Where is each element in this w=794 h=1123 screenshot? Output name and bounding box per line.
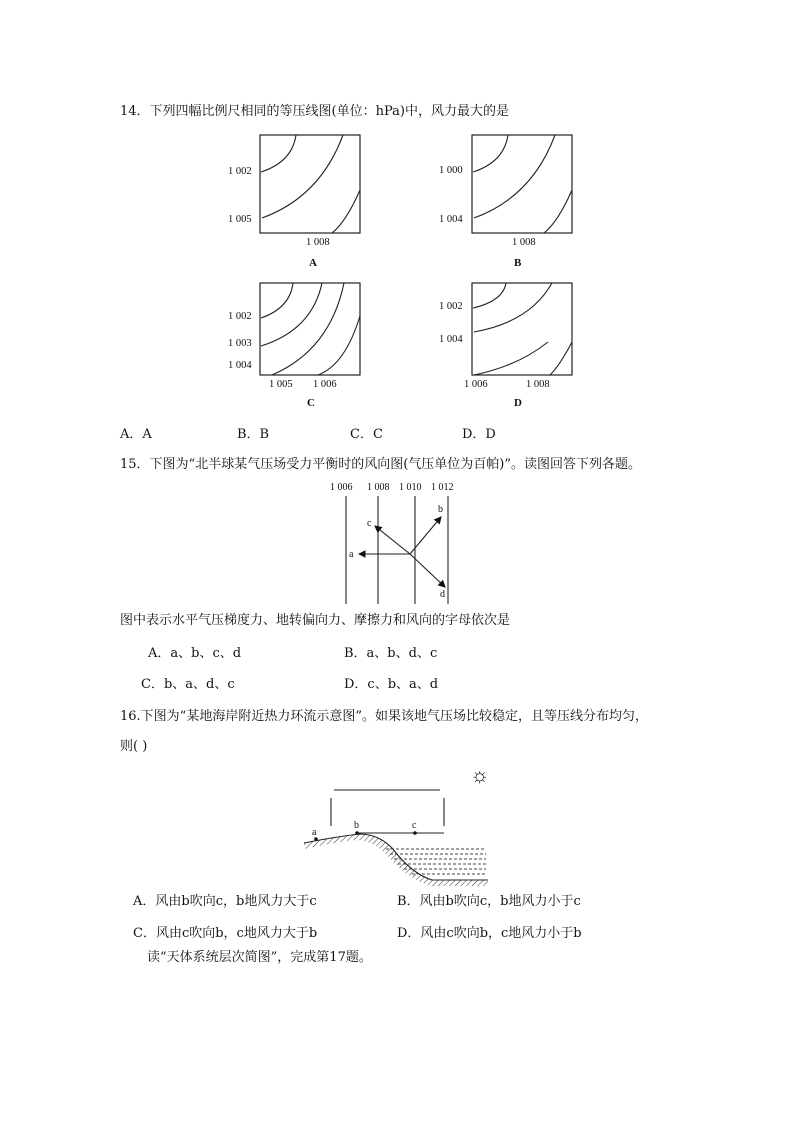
point-label-b: b <box>354 820 359 831</box>
label-1002: 1 002 <box>228 311 252 322</box>
q15-stem: 15．下图为“北半球某气压场受力平衡时的风向图(气压单位为百帕)”。读图回答下列各题。 <box>120 457 641 472</box>
point-b <box>355 831 359 835</box>
label-1002: 1 002 <box>439 301 463 312</box>
q15-option-a[interactable]: A．a、b、c、d <box>148 646 242 661</box>
isobar-map-a <box>220 130 370 270</box>
q15-option-b[interactable]: B．a、b、d、c <box>344 646 438 661</box>
label-1006: 1 006 <box>313 379 337 390</box>
label-1002: 1 002 <box>228 166 252 177</box>
isobar-label-1008: 1 008 <box>367 482 390 493</box>
q16-option-c[interactable]: C．风由c吹向b，c地风力大于b <box>133 926 318 941</box>
q16-option-b[interactable]: B．风由b吹向c，b地风力小于c <box>397 894 581 909</box>
label-1008: 1 008 <box>306 237 330 248</box>
label-1004: 1 004 <box>439 214 463 225</box>
wind-force-diagram <box>320 478 470 606</box>
isobar-map-d <box>430 276 580 412</box>
isobar-label-1006: 1 006 <box>330 482 353 493</box>
label-1008: 1 008 <box>512 237 536 248</box>
q15-question: 图中表示水平气压梯度力、地转偏向力、摩擦力和风向的字母依次是 <box>120 613 511 628</box>
caption-c: C <box>307 397 315 409</box>
vector-c <box>375 526 410 554</box>
point-label-a: a <box>312 827 317 838</box>
isobar-map-b <box>430 130 580 270</box>
q17-intro: 读“天体系统层次简图”，完成第17题。 <box>147 950 372 965</box>
q14-option-a[interactable]: A．A <box>120 427 152 442</box>
isobar-label-1012: 1 012 <box>431 482 454 493</box>
label-1008: 1 008 <box>526 379 550 390</box>
vector-label-c: c <box>367 518 372 529</box>
label-1005: 1 005 <box>269 379 293 390</box>
caption-d: D <box>514 397 522 409</box>
q14-option-b[interactable]: B．B <box>237 427 270 442</box>
label-1000: 1 000 <box>439 165 463 176</box>
point-c <box>413 831 417 835</box>
sun-icon: ☼ <box>470 763 490 787</box>
isobar-map-c <box>220 276 370 412</box>
label-1004: 1 004 <box>228 360 252 371</box>
q16-option-a[interactable]: A．风由b吹向c，b地风力大于c <box>133 894 317 909</box>
label-1006: 1 006 <box>464 379 488 390</box>
vector-label-d: d <box>440 589 445 600</box>
q14-stem: 14．下列四幅比例尺相同的等压线图(单位：hPa)中，风力最大的是 <box>120 104 509 119</box>
q16-option-d[interactable]: D．风由c吹向b，c地风力小于b <box>397 926 582 941</box>
q14-option-d[interactable]: D．D <box>462 427 496 442</box>
q16-stem-line2: 则( ) <box>120 739 148 754</box>
label-1004: 1 004 <box>439 334 463 345</box>
label-1003: 1 003 <box>228 338 252 349</box>
label-1005: 1 005 <box>228 214 252 225</box>
vector-label-b: b <box>438 504 443 515</box>
vector-label-a: a <box>349 549 354 560</box>
q14-option-c[interactable]: C．C <box>350 427 383 442</box>
q16-stem-line1: 16.下图为“某地海岸附近热力环流示意图”。如果该地气压场比较稳定，且等压线分布均匀， <box>120 709 648 724</box>
q15-option-d[interactable]: D．c、b、a、d <box>344 677 439 692</box>
point-label-c: c <box>412 820 417 831</box>
isobar-label-1010: 1 010 <box>399 482 422 493</box>
q15-option-c[interactable]: C．b、a、d、c <box>141 677 235 692</box>
caption-a: A <box>309 257 317 269</box>
coastal-circulation-diagram <box>298 760 503 890</box>
caption-b: B <box>514 257 522 269</box>
